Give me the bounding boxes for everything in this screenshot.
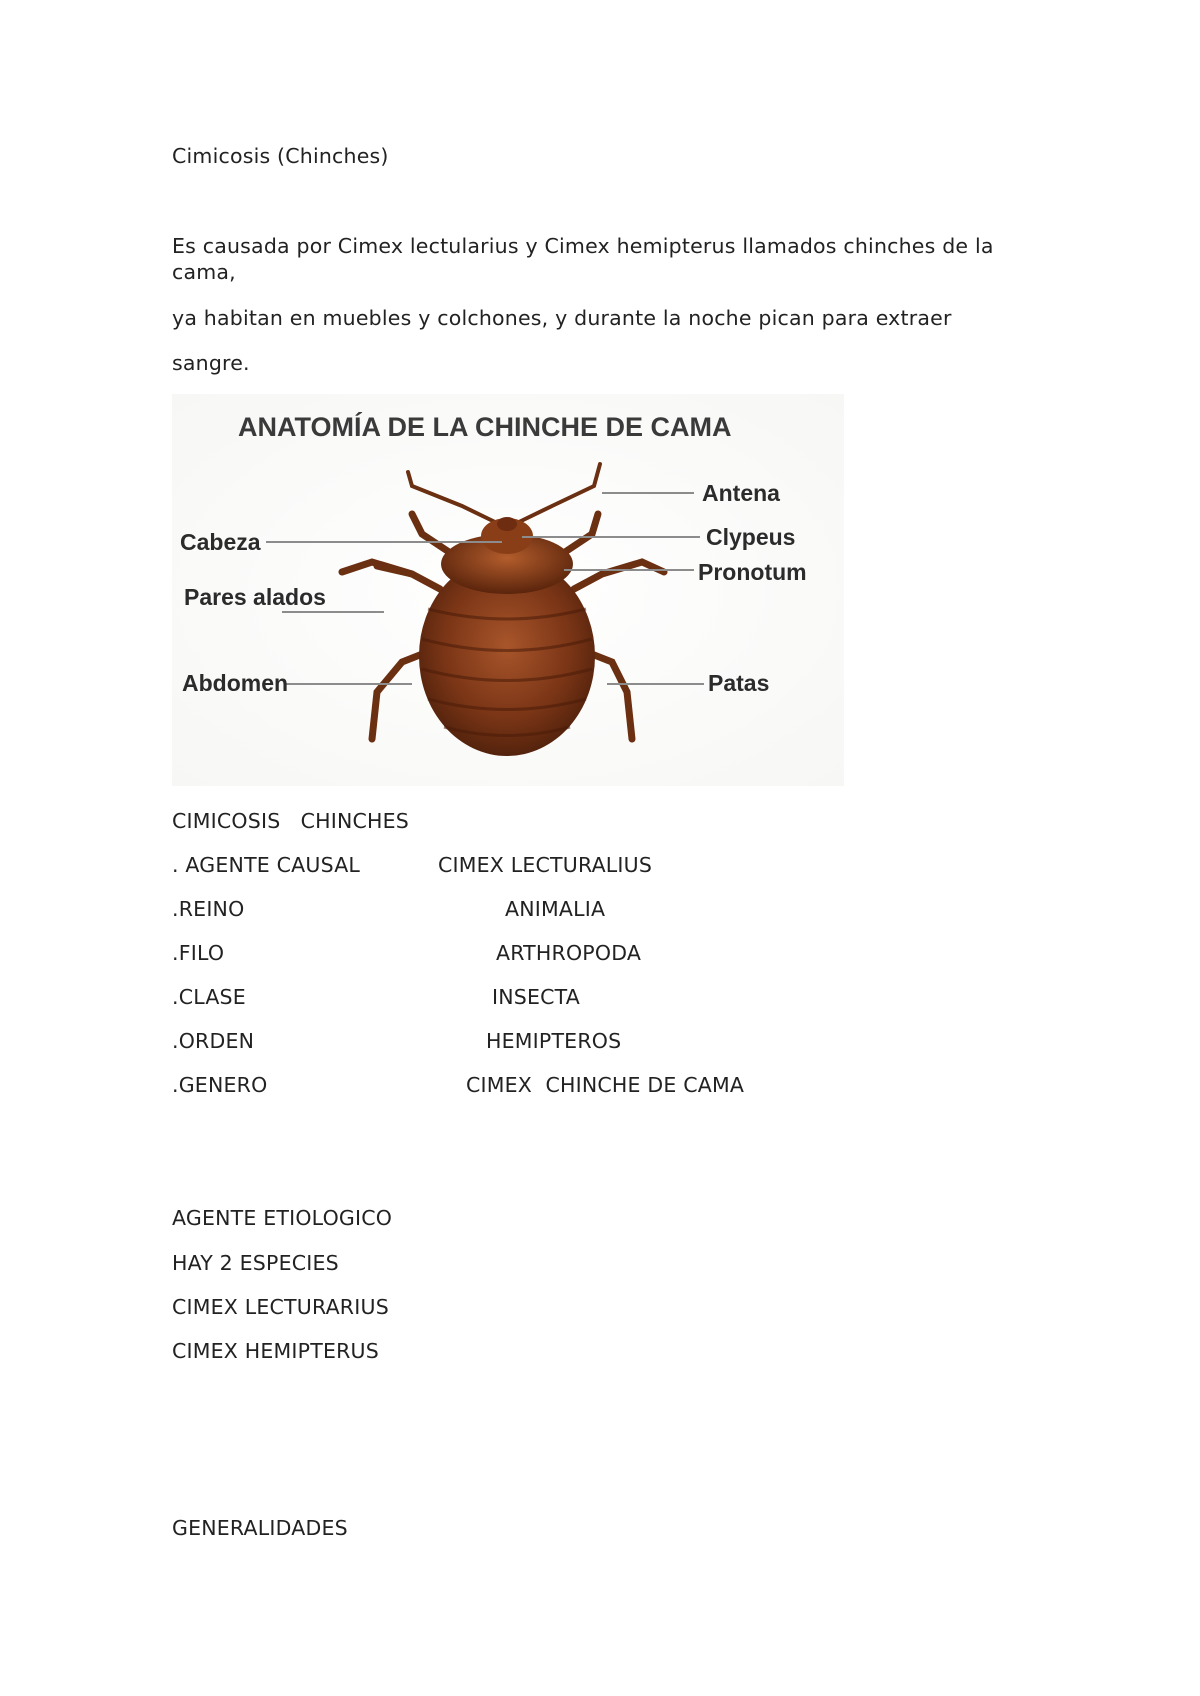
label-antena: Antena: [702, 480, 780, 506]
taxonomy-value-filo: ARTHROPODA: [496, 941, 642, 965]
label-pronotum: Pronotum: [698, 559, 807, 585]
taxonomy-key-reino: .REINO: [172, 897, 245, 921]
taxonomy-value-genero: CIMEX CHINCHE DE CAMA: [466, 1073, 745, 1097]
taxonomy-key-filo: .FILO: [172, 941, 225, 965]
taxonomy-value-agente: CIMEX LECTURALIUS: [438, 853, 653, 877]
taxonomy-value-orden: HEMIPTEROS: [486, 1029, 622, 1053]
taxonomy-key-genero: .GENERO: [172, 1073, 268, 1097]
bug-clypeus: [497, 517, 517, 531]
label-pares-alados: Pares alados: [184, 584, 326, 610]
generalities-heading: GENERALIDADES: [172, 1516, 348, 1540]
taxonomy-value-clase: INSECTA: [492, 985, 581, 1009]
taxonomy-heading: CIMICOSIS CHINCHES: [172, 809, 409, 833]
intro-paragraph-line2: ya habitan en muebles y colchones, y durante la noche pican para extraer: [172, 306, 952, 330]
etiology-line-species-1: CIMEX LECTURARIUS: [172, 1295, 389, 1319]
etiology-heading: AGENTE ETIOLOGICO: [172, 1206, 393, 1230]
figure-title: ANATOMÍA DE LA CHINCHE DE CAMA: [238, 412, 732, 442]
document-title: Cimicosis (Chinches): [172, 144, 389, 168]
label-cabeza: Cabeza: [180, 529, 261, 555]
taxonomy-value-reino: ANIMALIA: [505, 897, 606, 921]
intro-paragraph-line1: Es causada por Cimex lectularius y Cimex hemipterus llamados chinches de la cama,: [172, 234, 994, 284]
label-patas: Patas: [708, 670, 770, 696]
taxonomy-key-orden: .ORDEN: [172, 1029, 255, 1053]
bedbug-anatomy-figure: [172, 394, 844, 786]
etiology-line-species-2: CIMEX HEMIPTERUS: [172, 1339, 379, 1363]
bedbug-diagram: [172, 394, 844, 786]
intro-paragraph-line3: sangre.: [172, 351, 250, 375]
label-abdomen: Abdomen: [182, 670, 289, 696]
label-clypeus: Clypeus: [706, 524, 796, 550]
taxonomy-key-agente: . AGENTE CAUSAL: [172, 853, 361, 877]
etiology-line-species-count: HAY 2 ESPECIES: [172, 1251, 339, 1275]
taxonomy-key-clase: .CLASE: [172, 985, 246, 1009]
